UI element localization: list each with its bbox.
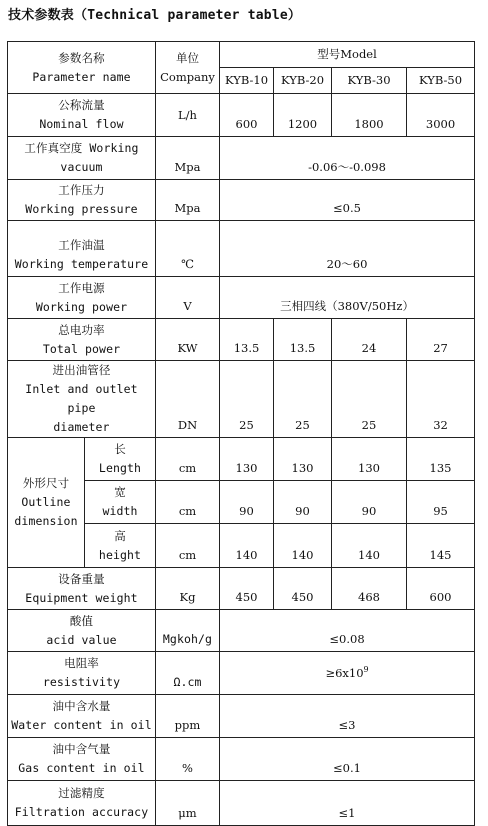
cell-value: 25: [332, 361, 407, 438]
header-unit-en: Company: [160, 69, 215, 84]
row-unit: cm: [156, 438, 220, 481]
row-label-cn: 外形尺寸: [22, 476, 70, 490]
cell-value: 3000: [407, 94, 475, 137]
header-param-cn: 参数名称: [58, 50, 105, 65]
cell-value: 468: [332, 568, 407, 610]
dimension-label: [8, 438, 85, 568]
cell-value: 27: [407, 319, 475, 361]
model-name: KYB-50: [407, 68, 475, 94]
row-label-cn: 公称流量: [58, 98, 105, 112]
row-label-en: Outline: [21, 495, 71, 509]
row-label-en: Water content in oil: [11, 718, 152, 732]
row-label: [8, 221, 156, 277]
row-label-cn: 高: [114, 528, 126, 543]
cell-value: ≤0.08: [220, 610, 475, 652]
row-unit: V: [156, 277, 220, 319]
model-name: KYB-30: [332, 68, 407, 94]
cell-value: 13.5: [220, 319, 274, 361]
row-label-en: Working pressure: [25, 202, 138, 216]
row-label-cn: 过滤精度: [58, 786, 105, 800]
row-label: [8, 610, 156, 652]
cell-value: 32: [407, 361, 475, 438]
row-sublabel: [85, 481, 156, 524]
row-unit: Mgkoh/g: [156, 610, 220, 652]
row-unit: Ω.cm: [156, 652, 220, 695]
row-label-cn: 总电功率: [58, 322, 105, 337]
row-label-en: Nominal flow: [39, 117, 124, 131]
table-row: [8, 180, 475, 221]
cell-value: 20～60: [220, 221, 475, 277]
row-unit: ppm: [156, 695, 220, 738]
table-row: [8, 137, 475, 180]
cell-value: 90: [274, 481, 332, 524]
resistivity-exponent: 9: [363, 664, 369, 674]
row-label-en: acid value: [46, 632, 117, 647]
cell-value: 三相四线（380V/50Hz）: [220, 277, 475, 319]
row-unit: %: [156, 738, 220, 781]
table-row: [8, 277, 475, 319]
row-unit: ℃: [156, 221, 220, 277]
row-label-en: diameter: [53, 420, 110, 434]
cell-value: 25: [274, 361, 332, 438]
cell-value: ≤0.1: [220, 738, 475, 781]
row-label-en: Total power: [42, 341, 121, 356]
row-label-cn: 油中含气量: [52, 742, 111, 756]
row-label-cn: 电阻率: [64, 656, 99, 670]
header-unit-cell: [156, 42, 220, 94]
row-label: [8, 277, 156, 319]
table-row: [8, 695, 475, 738]
model-name: KYB-20: [274, 68, 332, 94]
page-title: 技术参数表（Technical parameter table）: [8, 8, 302, 23]
table-row: [8, 221, 475, 277]
row-unit: cm: [156, 524, 220, 568]
row-label: [8, 652, 156, 695]
row-label: [8, 180, 156, 221]
table-row: [8, 781, 475, 826]
cell-value: ≤3: [220, 695, 475, 738]
header-param-en: Parameter name: [32, 69, 131, 84]
table-row: [8, 319, 475, 361]
row-unit: KW: [156, 319, 220, 361]
header-parameter-cell: [8, 42, 156, 94]
row-sublabel: [85, 524, 156, 568]
row-label-en: Filtration accuracy: [14, 805, 149, 819]
table-row: [8, 738, 475, 781]
cell-value: 130: [332, 438, 407, 481]
resistivity-base: ≥6x10: [325, 665, 364, 680]
row-label-en: dimension: [14, 514, 78, 528]
row-unit: Kg: [156, 568, 220, 610]
row-label-cn: 宽: [114, 485, 126, 499]
row-label: [8, 695, 156, 738]
cell-value: 450: [220, 568, 274, 610]
cell-value: ≤0.5: [220, 180, 475, 221]
row-label-cn: 酸值: [69, 613, 94, 628]
table-row: [8, 568, 475, 610]
cell-value: 145: [407, 524, 475, 568]
cell-value: ≤1: [220, 781, 475, 826]
row-sublabel: [85, 438, 156, 481]
row-label-en: Gas content in oil: [18, 761, 145, 775]
cell-value: 90: [220, 481, 274, 524]
row-label: [8, 361, 156, 438]
cell-value: 130: [220, 438, 274, 481]
header-model: 型号Model: [220, 42, 475, 68]
cell-value: 1800: [332, 94, 407, 137]
row-label-en: Equipment weight: [25, 590, 138, 605]
row-unit: cm: [156, 481, 220, 524]
row-label-cn: 工作压力: [58, 183, 105, 197]
row-label-cn: 设备重量: [58, 571, 105, 586]
row-label-cn: 工作电源: [58, 280, 105, 295]
row-label-cn: 油中含水量: [52, 699, 111, 713]
cell-value: 140: [274, 524, 332, 568]
table-row: [8, 94, 475, 137]
row-label: [8, 738, 156, 781]
parameter-table: [7, 41, 475, 826]
cell-value: 135: [407, 438, 475, 481]
cell-value: [220, 652, 475, 695]
row-label-en: Working temperature: [14, 257, 149, 271]
row-unit: Mpa: [156, 180, 220, 221]
row-label-en: width: [102, 504, 138, 518]
cell-value: 140: [332, 524, 407, 568]
table-row: [8, 610, 475, 652]
row-label: [8, 137, 156, 180]
cell-value: 90: [332, 481, 407, 524]
cell-value: 95: [407, 481, 475, 524]
header-unit-cn: 单位: [176, 50, 199, 65]
row-label-cn: 进出油管径: [52, 363, 111, 377]
table-row: [8, 438, 475, 481]
cell-value: 600: [220, 94, 274, 137]
row-label-en: Working power: [35, 299, 128, 314]
cell-value: 13.5: [274, 319, 332, 361]
row-label: [8, 319, 156, 361]
row-label-en: vacuum: [60, 160, 103, 174]
cell-value: 25: [220, 361, 274, 438]
model-name: KYB-10: [220, 68, 274, 94]
row-label: [8, 94, 156, 137]
row-unit: Mpa: [156, 137, 220, 180]
row-label-en: resistivity: [42, 675, 121, 689]
row-label: [8, 781, 156, 826]
row-unit: μm: [156, 781, 220, 826]
row-unit: L/h: [156, 94, 220, 137]
cell-value: 450: [274, 568, 332, 610]
row-label-cn: 长: [114, 442, 126, 456]
cell-value: 600: [407, 568, 475, 610]
cell-value: 130: [274, 438, 332, 481]
row-label-cn: 工作真空度 Working: [24, 141, 139, 155]
table-row: [8, 652, 475, 695]
table-row: [8, 361, 475, 438]
row-label: [8, 568, 156, 610]
cell-value: 24: [332, 319, 407, 361]
row-label-en: height: [98, 547, 142, 562]
cell-value: -0.06～-0.098: [220, 137, 475, 180]
row-label-en: Inlet and outlet pipe: [25, 382, 138, 415]
cell-value: 140: [220, 524, 274, 568]
cell-value: 1200: [274, 94, 332, 137]
row-label-en: Length: [98, 461, 142, 475]
row-unit: DN: [156, 361, 220, 438]
row-label-cn: 工作油温: [58, 238, 105, 252]
